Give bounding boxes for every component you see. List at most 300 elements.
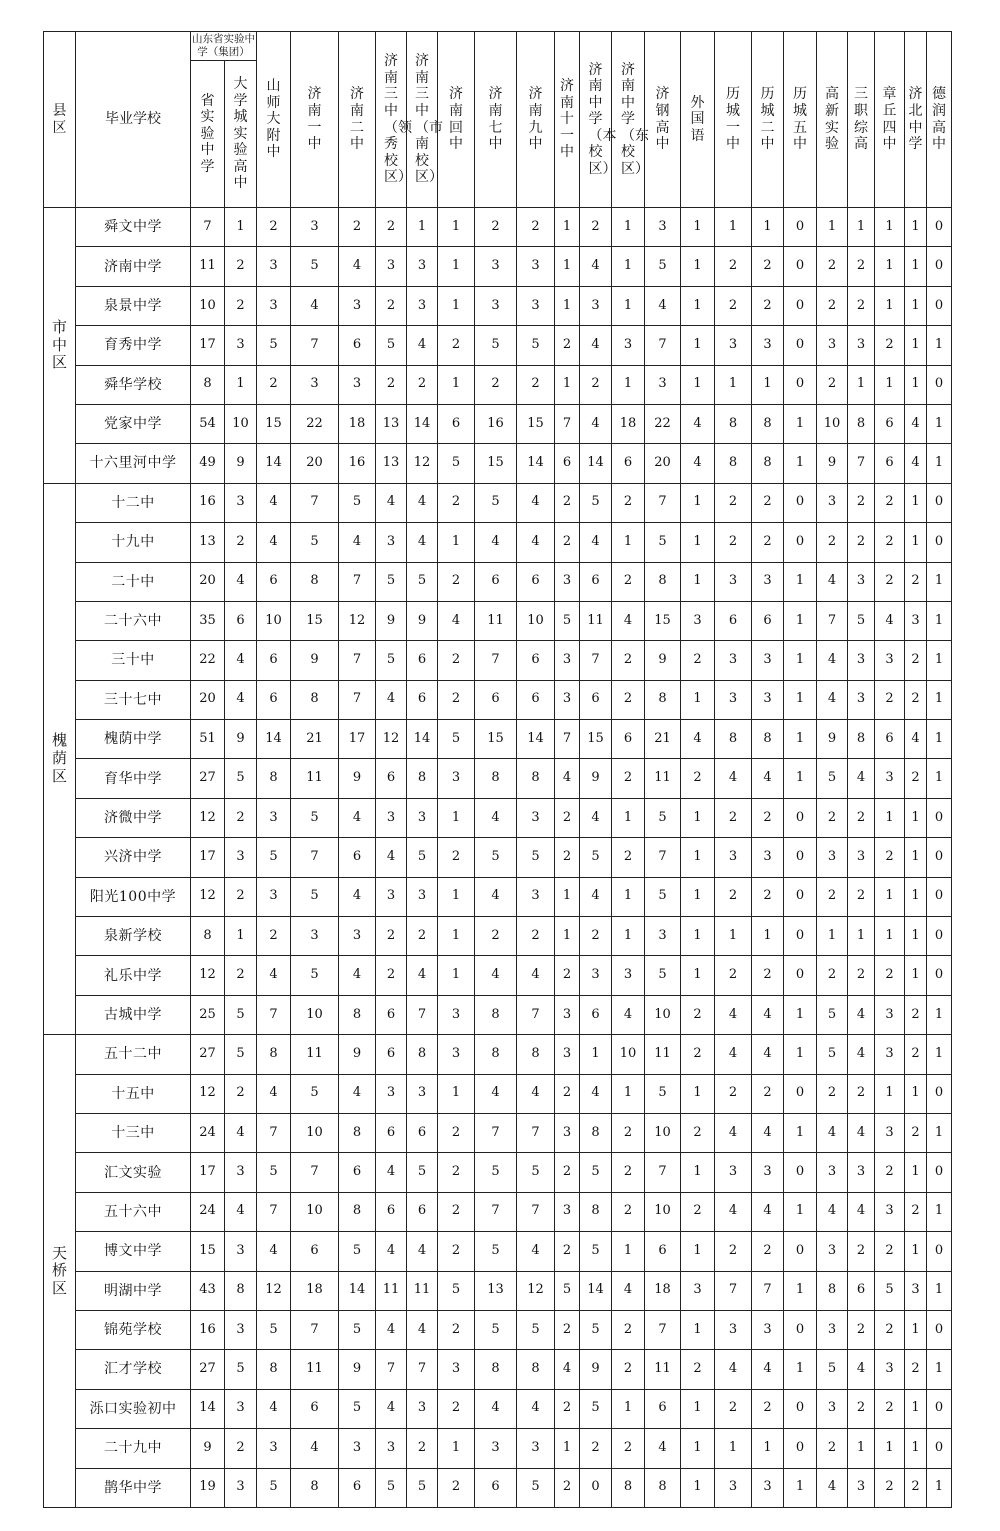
quota-cell: 7 bbox=[291, 1153, 339, 1192]
table-row bbox=[44, 1389, 952, 1428]
quota-cell: 2 bbox=[257, 208, 291, 247]
quota-cell: 1 bbox=[905, 247, 927, 286]
table-row bbox=[44, 562, 952, 601]
quota-cell: 16 bbox=[339, 444, 376, 483]
quota-cell: 2 bbox=[376, 365, 407, 404]
quota-cell: 2 bbox=[438, 483, 475, 522]
quota-cell: 13 bbox=[475, 1271, 517, 1310]
quota-cell: 20 bbox=[191, 680, 225, 719]
quota-cell: 9 bbox=[291, 641, 339, 680]
quota-cell: 4 bbox=[339, 247, 376, 286]
quota-cell: 6 bbox=[339, 838, 376, 877]
district-label: 市中区 bbox=[52, 317, 68, 372]
quota-cell: 0 bbox=[784, 1310, 817, 1349]
quota-cell: 3 bbox=[612, 326, 645, 365]
quota-cell: 5 bbox=[225, 1350, 257, 1389]
quota-cell: 3 bbox=[875, 1113, 905, 1152]
quota-cell: 5 bbox=[645, 877, 681, 916]
quota-cell: 8 bbox=[407, 1035, 438, 1074]
quota-cell: 6 bbox=[752, 601, 784, 640]
table-row bbox=[44, 917, 952, 956]
quota-cell: 3 bbox=[752, 562, 784, 601]
school-cell: 鹊华中学 bbox=[76, 1468, 191, 1507]
quota-cell: 18 bbox=[612, 404, 645, 443]
quota-cell: 6 bbox=[517, 680, 555, 719]
quota-cell: 10 bbox=[612, 1035, 645, 1074]
quota-cell: 0 bbox=[784, 483, 817, 522]
quota-cell: 2 bbox=[407, 917, 438, 956]
quota-cell: 5 bbox=[438, 720, 475, 759]
district-label: 天桥区 bbox=[52, 1243, 68, 1297]
quota-cell: 3 bbox=[517, 286, 555, 325]
quota-cell: 0 bbox=[927, 247, 952, 286]
quota-cell: 17 bbox=[191, 1153, 225, 1192]
quota-cell: 4 bbox=[438, 601, 475, 640]
quota-cell: 7 bbox=[257, 995, 291, 1034]
quota-cell: 9 bbox=[339, 1035, 376, 1074]
quota-cell: 4 bbox=[257, 523, 291, 562]
school-cell: 育秀中学 bbox=[76, 326, 191, 365]
quota-cell: 2 bbox=[225, 1429, 257, 1468]
quota-cell: 4 bbox=[875, 601, 905, 640]
quota-cell: 8 bbox=[225, 1271, 257, 1310]
quota-cell: 5 bbox=[257, 1468, 291, 1507]
quota-cell: 5 bbox=[225, 1035, 257, 1074]
quota-cell: 5 bbox=[817, 1350, 848, 1389]
quota-cell: 1 bbox=[784, 995, 817, 1034]
quota-cell: 5 bbox=[517, 1153, 555, 1192]
table-row bbox=[44, 601, 952, 640]
quota-cell: 3 bbox=[339, 1429, 376, 1468]
quota-cell: 15 bbox=[517, 404, 555, 443]
school-cell: 党家中学 bbox=[76, 404, 191, 443]
quota-cell: 4 bbox=[715, 1350, 752, 1389]
quota-cell: 3 bbox=[875, 995, 905, 1034]
quota-cell: 3 bbox=[225, 1153, 257, 1192]
quota-cell: 4 bbox=[848, 1350, 875, 1389]
quota-cell: 2 bbox=[817, 286, 848, 325]
quota-cell: 15 bbox=[645, 601, 681, 640]
table-row bbox=[44, 1468, 952, 1507]
quota-cell: 17 bbox=[191, 326, 225, 365]
quota-cell: 14 bbox=[517, 444, 555, 483]
quota-cell: 5 bbox=[407, 838, 438, 877]
quota-cell: 4 bbox=[407, 1310, 438, 1349]
quota-cell: 3 bbox=[517, 877, 555, 916]
quota-cell: 2 bbox=[612, 641, 645, 680]
quota-cell: 1 bbox=[681, 483, 715, 522]
quota-cell: 2 bbox=[752, 1232, 784, 1271]
quota-cell: 0 bbox=[784, 798, 817, 837]
table-row bbox=[44, 798, 952, 837]
quota-cell: 6 bbox=[517, 562, 555, 601]
quota-cell: 2 bbox=[905, 1192, 927, 1231]
quota-cell: 4 bbox=[257, 1389, 291, 1428]
col-header: 历城五中 bbox=[784, 32, 817, 208]
quota-cell: 4 bbox=[517, 1389, 555, 1428]
quota-cell: 5 bbox=[580, 838, 612, 877]
quota-cell: 1 bbox=[905, 1232, 927, 1271]
quota-cell: 7 bbox=[645, 838, 681, 877]
quota-cell: 1 bbox=[875, 1074, 905, 1113]
quota-cell: 9 bbox=[376, 601, 407, 640]
quota-cell: 8 bbox=[339, 995, 376, 1034]
quota-cell: 1 bbox=[927, 1271, 952, 1310]
quota-cell: 1 bbox=[681, 562, 715, 601]
quota-cell: 0 bbox=[927, 877, 952, 916]
quota-cell: 3 bbox=[407, 247, 438, 286]
quota-cell: 2 bbox=[438, 1113, 475, 1152]
quota-cell: 6 bbox=[875, 444, 905, 483]
quota-cell: 3 bbox=[817, 1153, 848, 1192]
quota-cell: 2 bbox=[555, 1310, 580, 1349]
quota-cell: 1 bbox=[784, 1468, 817, 1507]
quota-cell: 5 bbox=[580, 1232, 612, 1271]
quota-cell: 4 bbox=[376, 1153, 407, 1192]
quota-cell: 16 bbox=[191, 483, 225, 522]
quota-cell: 2 bbox=[875, 562, 905, 601]
quota-cell: 1 bbox=[681, 838, 715, 877]
quota-cell: 2 bbox=[257, 917, 291, 956]
quota-cell: 8 bbox=[291, 680, 339, 719]
quota-cell: 4 bbox=[681, 444, 715, 483]
quota-cell: 1 bbox=[875, 1429, 905, 1468]
quota-cell: 8 bbox=[645, 1468, 681, 1507]
quota-cell: 1 bbox=[784, 1113, 817, 1152]
quota-cell: 2 bbox=[715, 483, 752, 522]
quota-cell: 4 bbox=[407, 483, 438, 522]
quota-cell: 15 bbox=[191, 1232, 225, 1271]
table-row bbox=[44, 444, 952, 483]
quota-cell: 1 bbox=[817, 917, 848, 956]
quota-cell: 10 bbox=[191, 286, 225, 325]
quota-cell: 3 bbox=[817, 326, 848, 365]
quota-cell: 2 bbox=[752, 877, 784, 916]
quota-cell: 3 bbox=[291, 365, 339, 404]
quota-cell: 2 bbox=[517, 208, 555, 247]
quota-cell: 8 bbox=[475, 995, 517, 1034]
quota-cell: 3 bbox=[715, 562, 752, 601]
quota-cell: 2 bbox=[517, 917, 555, 956]
quota-cell: 1 bbox=[681, 1429, 715, 1468]
school-cell: 礼乐中学 bbox=[76, 956, 191, 995]
quota-cell: 2 bbox=[715, 1389, 752, 1428]
quota-cell: 4 bbox=[715, 1113, 752, 1152]
quota-cell: 3 bbox=[580, 956, 612, 995]
quota-cell: 3 bbox=[475, 1429, 517, 1468]
quota-cell: 1 bbox=[905, 917, 927, 956]
quota-cell: 2 bbox=[715, 956, 752, 995]
quota-cell: 4 bbox=[817, 680, 848, 719]
quota-cell: 4 bbox=[580, 877, 612, 916]
quota-cell: 4 bbox=[580, 1074, 612, 1113]
quota-cell: 4 bbox=[475, 523, 517, 562]
quota-cell: 0 bbox=[784, 838, 817, 877]
table-row bbox=[44, 1113, 952, 1152]
quota-cell: 1 bbox=[784, 1271, 817, 1310]
quota-cell: 1 bbox=[927, 1468, 952, 1507]
quota-cell: 0 bbox=[927, 365, 952, 404]
quota-cell: 1 bbox=[784, 720, 817, 759]
quota-cell: 1 bbox=[905, 286, 927, 325]
quota-cell: 2 bbox=[905, 759, 927, 798]
quota-cell: 1 bbox=[905, 1389, 927, 1428]
quota-cell: 18 bbox=[291, 1271, 339, 1310]
quota-cell: 2 bbox=[848, 877, 875, 916]
quota-cell: 1 bbox=[438, 956, 475, 995]
quota-cell: 1 bbox=[905, 1074, 927, 1113]
quota-cell: 1 bbox=[875, 365, 905, 404]
quota-cell: 8 bbox=[752, 720, 784, 759]
quota-cell: 2 bbox=[612, 562, 645, 601]
quota-cell: 9 bbox=[645, 641, 681, 680]
quota-cell: 1 bbox=[875, 877, 905, 916]
quota-cell: 7 bbox=[848, 444, 875, 483]
quota-cell: 1 bbox=[905, 208, 927, 247]
quota-cell: 0 bbox=[927, 956, 952, 995]
quota-cell: 2 bbox=[715, 1074, 752, 1113]
quota-cell: 3 bbox=[612, 956, 645, 995]
sub-col-header: 大学城实验高中 bbox=[225, 61, 257, 208]
quota-cell: 2 bbox=[715, 523, 752, 562]
quota-cell: 3 bbox=[291, 208, 339, 247]
quota-cell: 2 bbox=[752, 286, 784, 325]
quota-cell: 4 bbox=[225, 1113, 257, 1152]
quota-cell: 3 bbox=[517, 1429, 555, 1468]
quota-cell: 2 bbox=[848, 956, 875, 995]
quota-cell: 6 bbox=[257, 562, 291, 601]
quota-cell: 8 bbox=[580, 1192, 612, 1231]
quota-cell: 2 bbox=[438, 1389, 475, 1428]
quota-cell: 4 bbox=[376, 1310, 407, 1349]
quota-cell: 1 bbox=[927, 444, 952, 483]
quota-cell: 2 bbox=[555, 326, 580, 365]
quota-cell: 7 bbox=[645, 326, 681, 365]
quota-cell: 0 bbox=[927, 1389, 952, 1428]
quota-cell: 3 bbox=[848, 641, 875, 680]
quota-cell: 4 bbox=[517, 956, 555, 995]
quota-cell: 1 bbox=[681, 798, 715, 837]
quota-cell: 1 bbox=[848, 917, 875, 956]
quota-cell: 1 bbox=[784, 404, 817, 443]
quota-cell: 2 bbox=[848, 798, 875, 837]
school-cell: 锦苑学校 bbox=[76, 1310, 191, 1349]
quota-cell: 2 bbox=[438, 1232, 475, 1271]
quota-cell: 5 bbox=[438, 444, 475, 483]
school-cell: 十二中 bbox=[76, 483, 191, 522]
quota-cell: 5 bbox=[475, 1153, 517, 1192]
school-cell: 泉景中学 bbox=[76, 286, 191, 325]
quota-cell: 2 bbox=[555, 523, 580, 562]
quota-cell: 4 bbox=[645, 1429, 681, 1468]
quota-cell: 6 bbox=[407, 641, 438, 680]
quota-cell: 2 bbox=[681, 759, 715, 798]
quota-cell: 2 bbox=[580, 365, 612, 404]
quota-cell: 1 bbox=[225, 365, 257, 404]
table-row bbox=[44, 483, 952, 522]
quota-cell: 7 bbox=[715, 1271, 752, 1310]
quota-cell: 0 bbox=[927, 798, 952, 837]
table-row bbox=[44, 1429, 952, 1468]
quota-cell: 1 bbox=[681, 1074, 715, 1113]
district-cell bbox=[44, 483, 76, 1034]
quota-cell: 20 bbox=[645, 444, 681, 483]
quota-cell: 4 bbox=[475, 877, 517, 916]
quota-cell: 27 bbox=[191, 1350, 225, 1389]
quota-cell: 2 bbox=[517, 365, 555, 404]
quota-cell: 2 bbox=[905, 1035, 927, 1074]
table-row bbox=[44, 838, 952, 877]
quota-cell: 1 bbox=[225, 208, 257, 247]
quota-cell: 8 bbox=[817, 1271, 848, 1310]
quota-cell: 1 bbox=[681, 877, 715, 916]
quota-cell: 0 bbox=[784, 1429, 817, 1468]
quota-cell: 10 bbox=[291, 1192, 339, 1231]
quota-cell: 2 bbox=[376, 286, 407, 325]
quota-cell: 1 bbox=[927, 759, 952, 798]
quota-cell: 4 bbox=[752, 1035, 784, 1074]
quota-cell: 2 bbox=[875, 1468, 905, 1507]
quota-cell: 2 bbox=[438, 1310, 475, 1349]
quota-cell: 1 bbox=[681, 917, 715, 956]
quota-cell: 27 bbox=[191, 1035, 225, 1074]
quota-cell: 4 bbox=[339, 798, 376, 837]
quota-cell: 22 bbox=[291, 404, 339, 443]
quota-cell: 1 bbox=[612, 1074, 645, 1113]
quota-cell: 6 bbox=[580, 680, 612, 719]
quota-cell: 1 bbox=[225, 917, 257, 956]
quota-cell: 6 bbox=[376, 1192, 407, 1231]
quota-cell: 10 bbox=[291, 995, 339, 1034]
quota-cell: 3 bbox=[645, 208, 681, 247]
quota-cell: 11 bbox=[191, 247, 225, 286]
quota-cell: 0 bbox=[927, 1429, 952, 1468]
quota-cell: 3 bbox=[817, 1389, 848, 1428]
sub-col-header: 省实验中学 bbox=[191, 61, 225, 208]
quota-cell: 3 bbox=[475, 247, 517, 286]
quota-cell: 2 bbox=[612, 1113, 645, 1152]
quota-cell: 1 bbox=[612, 877, 645, 916]
quota-cell: 12 bbox=[191, 1074, 225, 1113]
quota-cell: 2 bbox=[875, 956, 905, 995]
quota-cell: 8 bbox=[339, 1192, 376, 1231]
quota-cell: 4 bbox=[225, 680, 257, 719]
quota-cell: 1 bbox=[681, 680, 715, 719]
quota-cell: 3 bbox=[752, 326, 784, 365]
quota-cell: 5 bbox=[817, 759, 848, 798]
quota-cell: 6 bbox=[291, 1389, 339, 1428]
quota-cell: 3 bbox=[517, 798, 555, 837]
quota-cell: 2 bbox=[848, 1389, 875, 1428]
quota-cell: 0 bbox=[784, 917, 817, 956]
quota-cell: 5 bbox=[407, 562, 438, 601]
quota-cell: 2 bbox=[612, 483, 645, 522]
quota-cell: 8 bbox=[848, 720, 875, 759]
quota-cell: 54 bbox=[191, 404, 225, 443]
quota-cell: 9 bbox=[339, 759, 376, 798]
quota-cell: 2 bbox=[905, 1113, 927, 1152]
quota-cell: 2 bbox=[681, 1113, 715, 1152]
quota-cell: 3 bbox=[752, 680, 784, 719]
quota-cell: 3 bbox=[875, 1350, 905, 1389]
table-row bbox=[44, 680, 952, 719]
col-header: 济南中学（本校区） bbox=[580, 32, 612, 208]
quota-cell: 3 bbox=[339, 365, 376, 404]
quota-cell: 8 bbox=[715, 720, 752, 759]
quota-cell: 1 bbox=[905, 838, 927, 877]
quota-cell: 1 bbox=[927, 1192, 952, 1231]
quota-cell: 5 bbox=[645, 798, 681, 837]
quota-cell: 7 bbox=[339, 641, 376, 680]
quota-cell: 4 bbox=[376, 483, 407, 522]
quota-cell: 14 bbox=[191, 1389, 225, 1428]
quota-cell: 3 bbox=[376, 798, 407, 837]
quota-cell: 7 bbox=[257, 1192, 291, 1231]
school-cell: 五十二中 bbox=[76, 1035, 191, 1074]
quota-cell: 15 bbox=[475, 444, 517, 483]
quota-cell: 1 bbox=[927, 720, 952, 759]
quota-cell: 4 bbox=[681, 404, 715, 443]
quota-cell: 5 bbox=[848, 601, 875, 640]
quota-cell: 2 bbox=[875, 523, 905, 562]
col-header: 德润高中 bbox=[927, 32, 952, 208]
quota-cell: 1 bbox=[905, 365, 927, 404]
quota-cell: 14 bbox=[339, 1271, 376, 1310]
quota-cell: 3 bbox=[645, 365, 681, 404]
quota-cell: 13 bbox=[191, 523, 225, 562]
quota-cell: 2 bbox=[752, 798, 784, 837]
quota-cell: 4 bbox=[715, 995, 752, 1034]
quota-cell: 1 bbox=[817, 208, 848, 247]
quota-cell: 1 bbox=[681, 286, 715, 325]
quota-cell: 7 bbox=[407, 995, 438, 1034]
school-cell: 三十中 bbox=[76, 641, 191, 680]
quota-cell: 1 bbox=[681, 365, 715, 404]
quota-cell: 4 bbox=[752, 1113, 784, 1152]
quota-cell: 35 bbox=[191, 601, 225, 640]
quota-cell: 4 bbox=[848, 759, 875, 798]
col-header: 章丘四中 bbox=[875, 32, 905, 208]
quota-cell: 4 bbox=[715, 1192, 752, 1231]
quota-cell: 3 bbox=[376, 1074, 407, 1113]
quota-cell: 3 bbox=[645, 917, 681, 956]
col-header: 济南三中（市南校区） bbox=[407, 32, 438, 208]
quota-cell: 4 bbox=[817, 1192, 848, 1231]
quota-cell: 1 bbox=[848, 365, 875, 404]
quota-cell: 8 bbox=[257, 759, 291, 798]
quota-cell: 2 bbox=[438, 680, 475, 719]
quota-cell: 2 bbox=[555, 838, 580, 877]
quota-cell: 2 bbox=[905, 995, 927, 1034]
col-header: 济南十一中 bbox=[555, 32, 580, 208]
quota-cell: 1 bbox=[927, 641, 952, 680]
quota-cell: 3 bbox=[875, 1192, 905, 1231]
quota-cell: 2 bbox=[376, 208, 407, 247]
quota-cell: 43 bbox=[191, 1271, 225, 1310]
quota-cell: 15 bbox=[580, 720, 612, 759]
quota-cell: 1 bbox=[681, 326, 715, 365]
quota-cell: 1 bbox=[905, 1310, 927, 1349]
quota-cell: 6 bbox=[475, 1468, 517, 1507]
quota-cell: 7 bbox=[291, 483, 339, 522]
quota-cell: 6 bbox=[291, 1232, 339, 1271]
quota-cell: 5 bbox=[376, 641, 407, 680]
quota-cell: 0 bbox=[927, 1074, 952, 1113]
quota-cell: 3 bbox=[407, 798, 438, 837]
quota-cell: 7 bbox=[517, 1113, 555, 1152]
quota-cell: 4 bbox=[225, 1192, 257, 1231]
quota-cell: 1 bbox=[612, 1389, 645, 1428]
